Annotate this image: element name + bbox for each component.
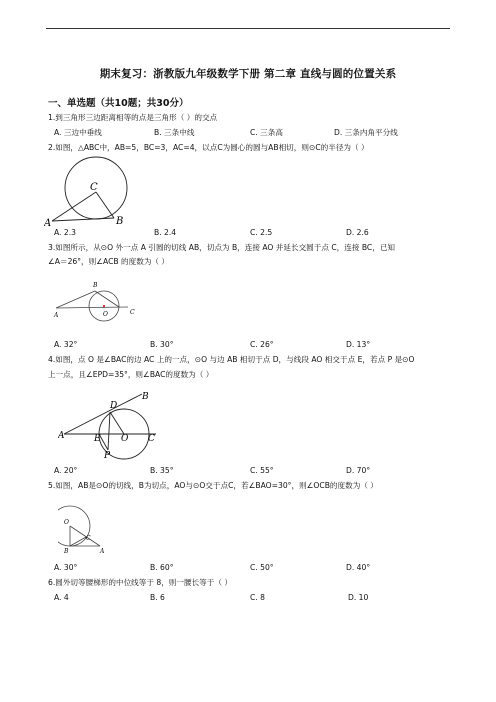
- question-3-stem-line-2: ∠A＝26°，则∠ACB 的度数为（ ）: [48, 257, 170, 266]
- line-aoc: [56, 307, 128, 308]
- option-b[interactable]: B. 6: [150, 593, 165, 602]
- header-rule: [46, 28, 450, 29]
- center-dot: [103, 305, 105, 307]
- question-1-stem: 1.到三角形三边距离相等的点是三角形（ ）的交点: [48, 113, 218, 122]
- option-a[interactable]: A. 2.3: [54, 228, 76, 237]
- question-3-stem-line-1: 3.如图所示，从⊙O 外一点 A 引圆的切线 AB，切点为 B，连接 AO 并延长交圆于点 C，连接 BC，已知: [48, 243, 396, 252]
- option-b[interactable]: B. 35°: [150, 466, 174, 475]
- label-e: E: [94, 434, 101, 444]
- question-2-figure: [44, 156, 140, 228]
- side-ac: [52, 192, 96, 221]
- page-title: 期末复习：浙教版九年级数学下册 第二章 直线与圆的位置关系: [99, 68, 397, 80]
- option-b[interactable]: B. 2.4: [154, 228, 177, 237]
- option-a[interactable]: A. 30°: [54, 563, 78, 572]
- option-b[interactable]: B. 30°: [150, 340, 174, 349]
- section-heading: 一、单选题（共10题；共30分）: [48, 98, 189, 109]
- side-bc: [96, 192, 114, 218]
- label-o: O: [103, 311, 108, 318]
- side-ab: [52, 218, 114, 221]
- question-3-figure: [50, 278, 146, 328]
- chord-bc: [95, 291, 119, 307]
- option-d[interactable]: D. 40°: [346, 563, 371, 572]
- label-d: D: [110, 401, 118, 411]
- option-c[interactable]: C. 2.5: [250, 228, 273, 237]
- chord-pd: [108, 412, 110, 450]
- option-d[interactable]: D. 三条内角平分线: [334, 128, 398, 137]
- line-ab: [64, 394, 142, 434]
- option-a[interactable]: A. 三边中垂线: [54, 128, 102, 137]
- line-ao: [70, 526, 100, 546]
- label-o: O: [64, 519, 69, 526]
- label-a: A: [54, 312, 59, 319]
- option-b[interactable]: B. 三条中线: [154, 128, 195, 137]
- label-b: B: [93, 282, 98, 289]
- question-4-stem-line-2: 上一点，且∠EPD=35°，则∠BAC的度数为（ ）: [48, 370, 214, 379]
- label-p: P: [104, 451, 111, 460]
- label-c: C: [86, 535, 91, 542]
- option-d[interactable]: D. 2.6: [346, 228, 369, 237]
- option-c[interactable]: C. 26°: [250, 340, 274, 349]
- option-d[interactable]: D. 70°: [346, 466, 371, 475]
- question-5-stem: 5.如图，AB是⊙O的切线，B为切点，AO与⊙O交于点C，若∠BAO=30°，则∠OCB的度数为（ ）: [48, 481, 378, 490]
- label-b: B: [142, 392, 149, 402]
- label-a: A: [44, 218, 52, 228]
- option-c[interactable]: C. 三条高: [250, 128, 283, 137]
- question-6-stem: 6.圆外切等腰梯形的中位线等于 8，则一腰长等于（ ）: [48, 578, 232, 587]
- label-c: C: [148, 434, 155, 444]
- radius-od: [110, 412, 124, 434]
- option-d[interactable]: D. 13°: [346, 340, 371, 349]
- question-2-stem: 2.如图，△ABC中，AB=5，BC=3，AC=4，以点C为圆心的圆与AB相切，则⊙C的半径为（ ）: [48, 143, 369, 152]
- option-b[interactable]: B. 60°: [150, 563, 174, 572]
- option-d[interactable]: D. 10: [348, 593, 369, 602]
- question-5-figure: [58, 496, 118, 558]
- option-a[interactable]: A. 20°: [54, 466, 78, 475]
- option-c[interactable]: C. 55°: [250, 466, 274, 475]
- option-a[interactable]: A. 32°: [54, 340, 78, 349]
- label-a: A: [100, 548, 105, 555]
- label-c: C: [130, 309, 135, 316]
- option-c[interactable]: C. 50°: [250, 563, 274, 572]
- label-b: B: [64, 548, 69, 555]
- label-b: B: [116, 216, 124, 227]
- label-o: O: [121, 434, 129, 444]
- question-4-stem-line-1: 4.如图，点 O 是∠BAC的边 AC 上的一点，⊙O 与边 AB 相切于点 D，与线段 AO 相交于点 E，若点 P 是⊙O: [48, 355, 415, 364]
- option-a[interactable]: A. 4: [54, 593, 69, 602]
- label-c: C: [90, 182, 98, 193]
- label-a: A: [58, 431, 65, 441]
- question-4-figure: [58, 390, 168, 460]
- option-c[interactable]: C. 8: [250, 593, 265, 602]
